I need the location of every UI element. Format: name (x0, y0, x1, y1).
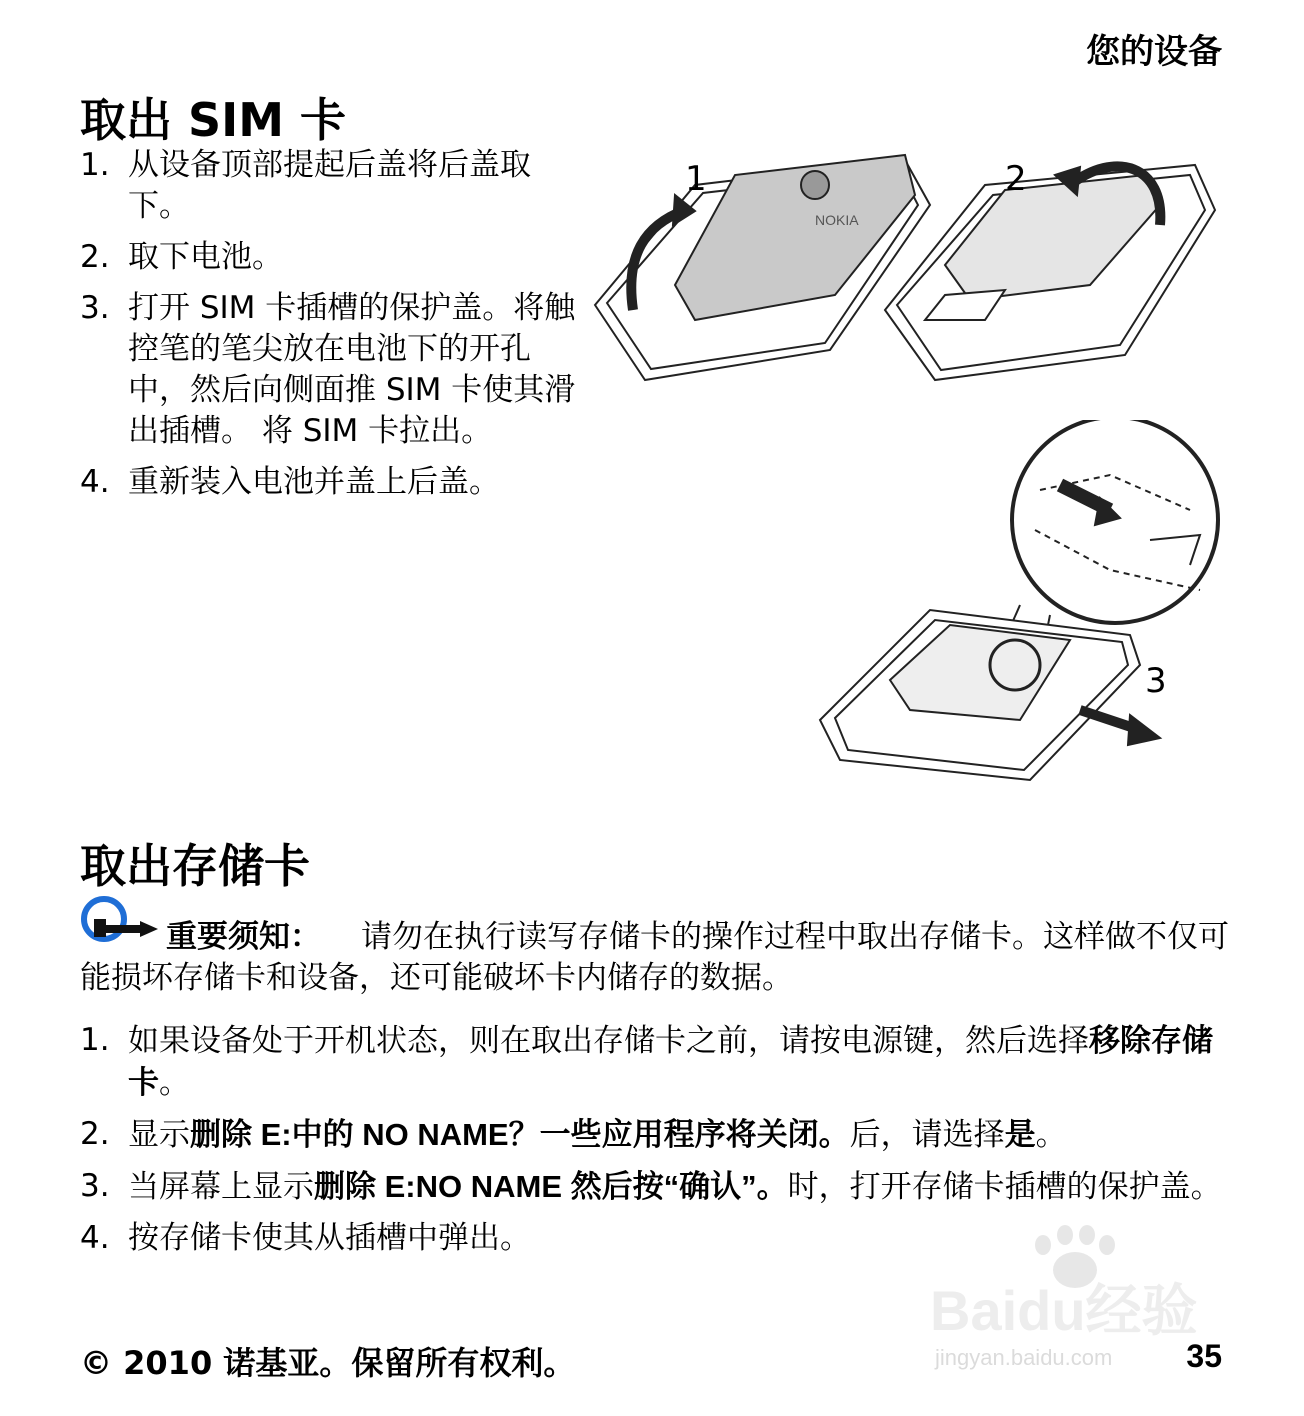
watermark-brand: Baidu经验 (930, 1279, 1198, 1342)
option-name: 是 (1004, 1117, 1036, 1152)
step-text: 后，请选择 (849, 1117, 1005, 1153)
footer-copyright: © 2010 诺基亚。保留所有权利。 (80, 1344, 576, 1382)
sim-card-removal-illustration (810, 420, 1230, 800)
step-number: 2. (80, 1116, 110, 1152)
step-text: 显示 (128, 1117, 190, 1153)
step-text: 重新装入电池并盖上后盖。 (128, 464, 500, 500)
step-text: 打开 SIM 卡插槽的保护盖。将触控笔的笔尖放在电池下的开孔中，然后向侧面推 SIM 卡使其滑出插槽。 将 SIM 卡拉出。 (128, 290, 576, 449)
phone-back-cover-illustration (585, 145, 1225, 390)
step-text: 取下电池。 (128, 239, 283, 275)
page-number: 35 (1186, 1338, 1222, 1374)
list-item (80, 1166, 1230, 1208)
baidu-jingyan-watermark (925, 1225, 1225, 1370)
memory-section-title: 取出存储卡 (80, 839, 310, 893)
step-text: 。 (159, 1065, 190, 1101)
step-number: 4. (80, 1220, 110, 1256)
step-number: 3. (80, 1168, 110, 1204)
list-item (80, 288, 580, 452)
step-number: 3. (80, 290, 110, 326)
step-number: 1. (80, 147, 110, 183)
important-notice (80, 895, 1230, 999)
dialog-message: 删除 E:NO NAME 然后按“确认”。 (314, 1169, 788, 1204)
step-text: 从设备顶部提起后盖将后盖取下。 (128, 147, 531, 224)
dialog-message: 删除 E:中的 NO NAME？一些应用程序将关闭。 (190, 1117, 850, 1152)
step-number: 2. (80, 239, 110, 275)
svg-text:NOKIA: NOKIA (815, 212, 859, 228)
list-item (80, 462, 580, 503)
step-text: 。 (1035, 1117, 1067, 1153)
notice-label: 重要须知： (166, 919, 321, 955)
list-item (80, 237, 580, 278)
page-header-section: 您的设备 (1086, 32, 1222, 72)
step-number: 1. (80, 1022, 110, 1058)
sim-steps-list (80, 145, 580, 513)
figure-label-2: 2 (1005, 159, 1027, 199)
step-text: 如果设备处于开机状态，则在取出存储卡之前，请按电源键，然后选择 (128, 1023, 1089, 1059)
warning-pointing-hand-icon (80, 895, 166, 953)
step-text: 当屏幕上显示 (128, 1169, 314, 1205)
sim-section-title: 取出 SIM 卡 (80, 93, 347, 147)
figure-label-3: 3 (1145, 661, 1167, 701)
list-item (80, 1114, 1230, 1156)
notice-text: 请勿在执行读写存储卡的操作过程中取出存储卡。这样做不仅可能损坏存储卡和设备，还可能破坏卡内储存的数据。 (80, 919, 1229, 996)
list-item (80, 145, 580, 227)
step-number: 4. (80, 464, 110, 500)
figure-label-1: 1 (685, 159, 707, 199)
list-item (80, 1020, 1230, 1104)
step-text: 按存储卡使其从插槽中弹出。 (128, 1220, 531, 1256)
watermark-url: jingyan.baidu.com (935, 1345, 1113, 1370)
option-name: 移除存储卡 (128, 1023, 1213, 1100)
step-text: 时，打开存储卡插槽的保护盖。 (787, 1169, 1222, 1205)
